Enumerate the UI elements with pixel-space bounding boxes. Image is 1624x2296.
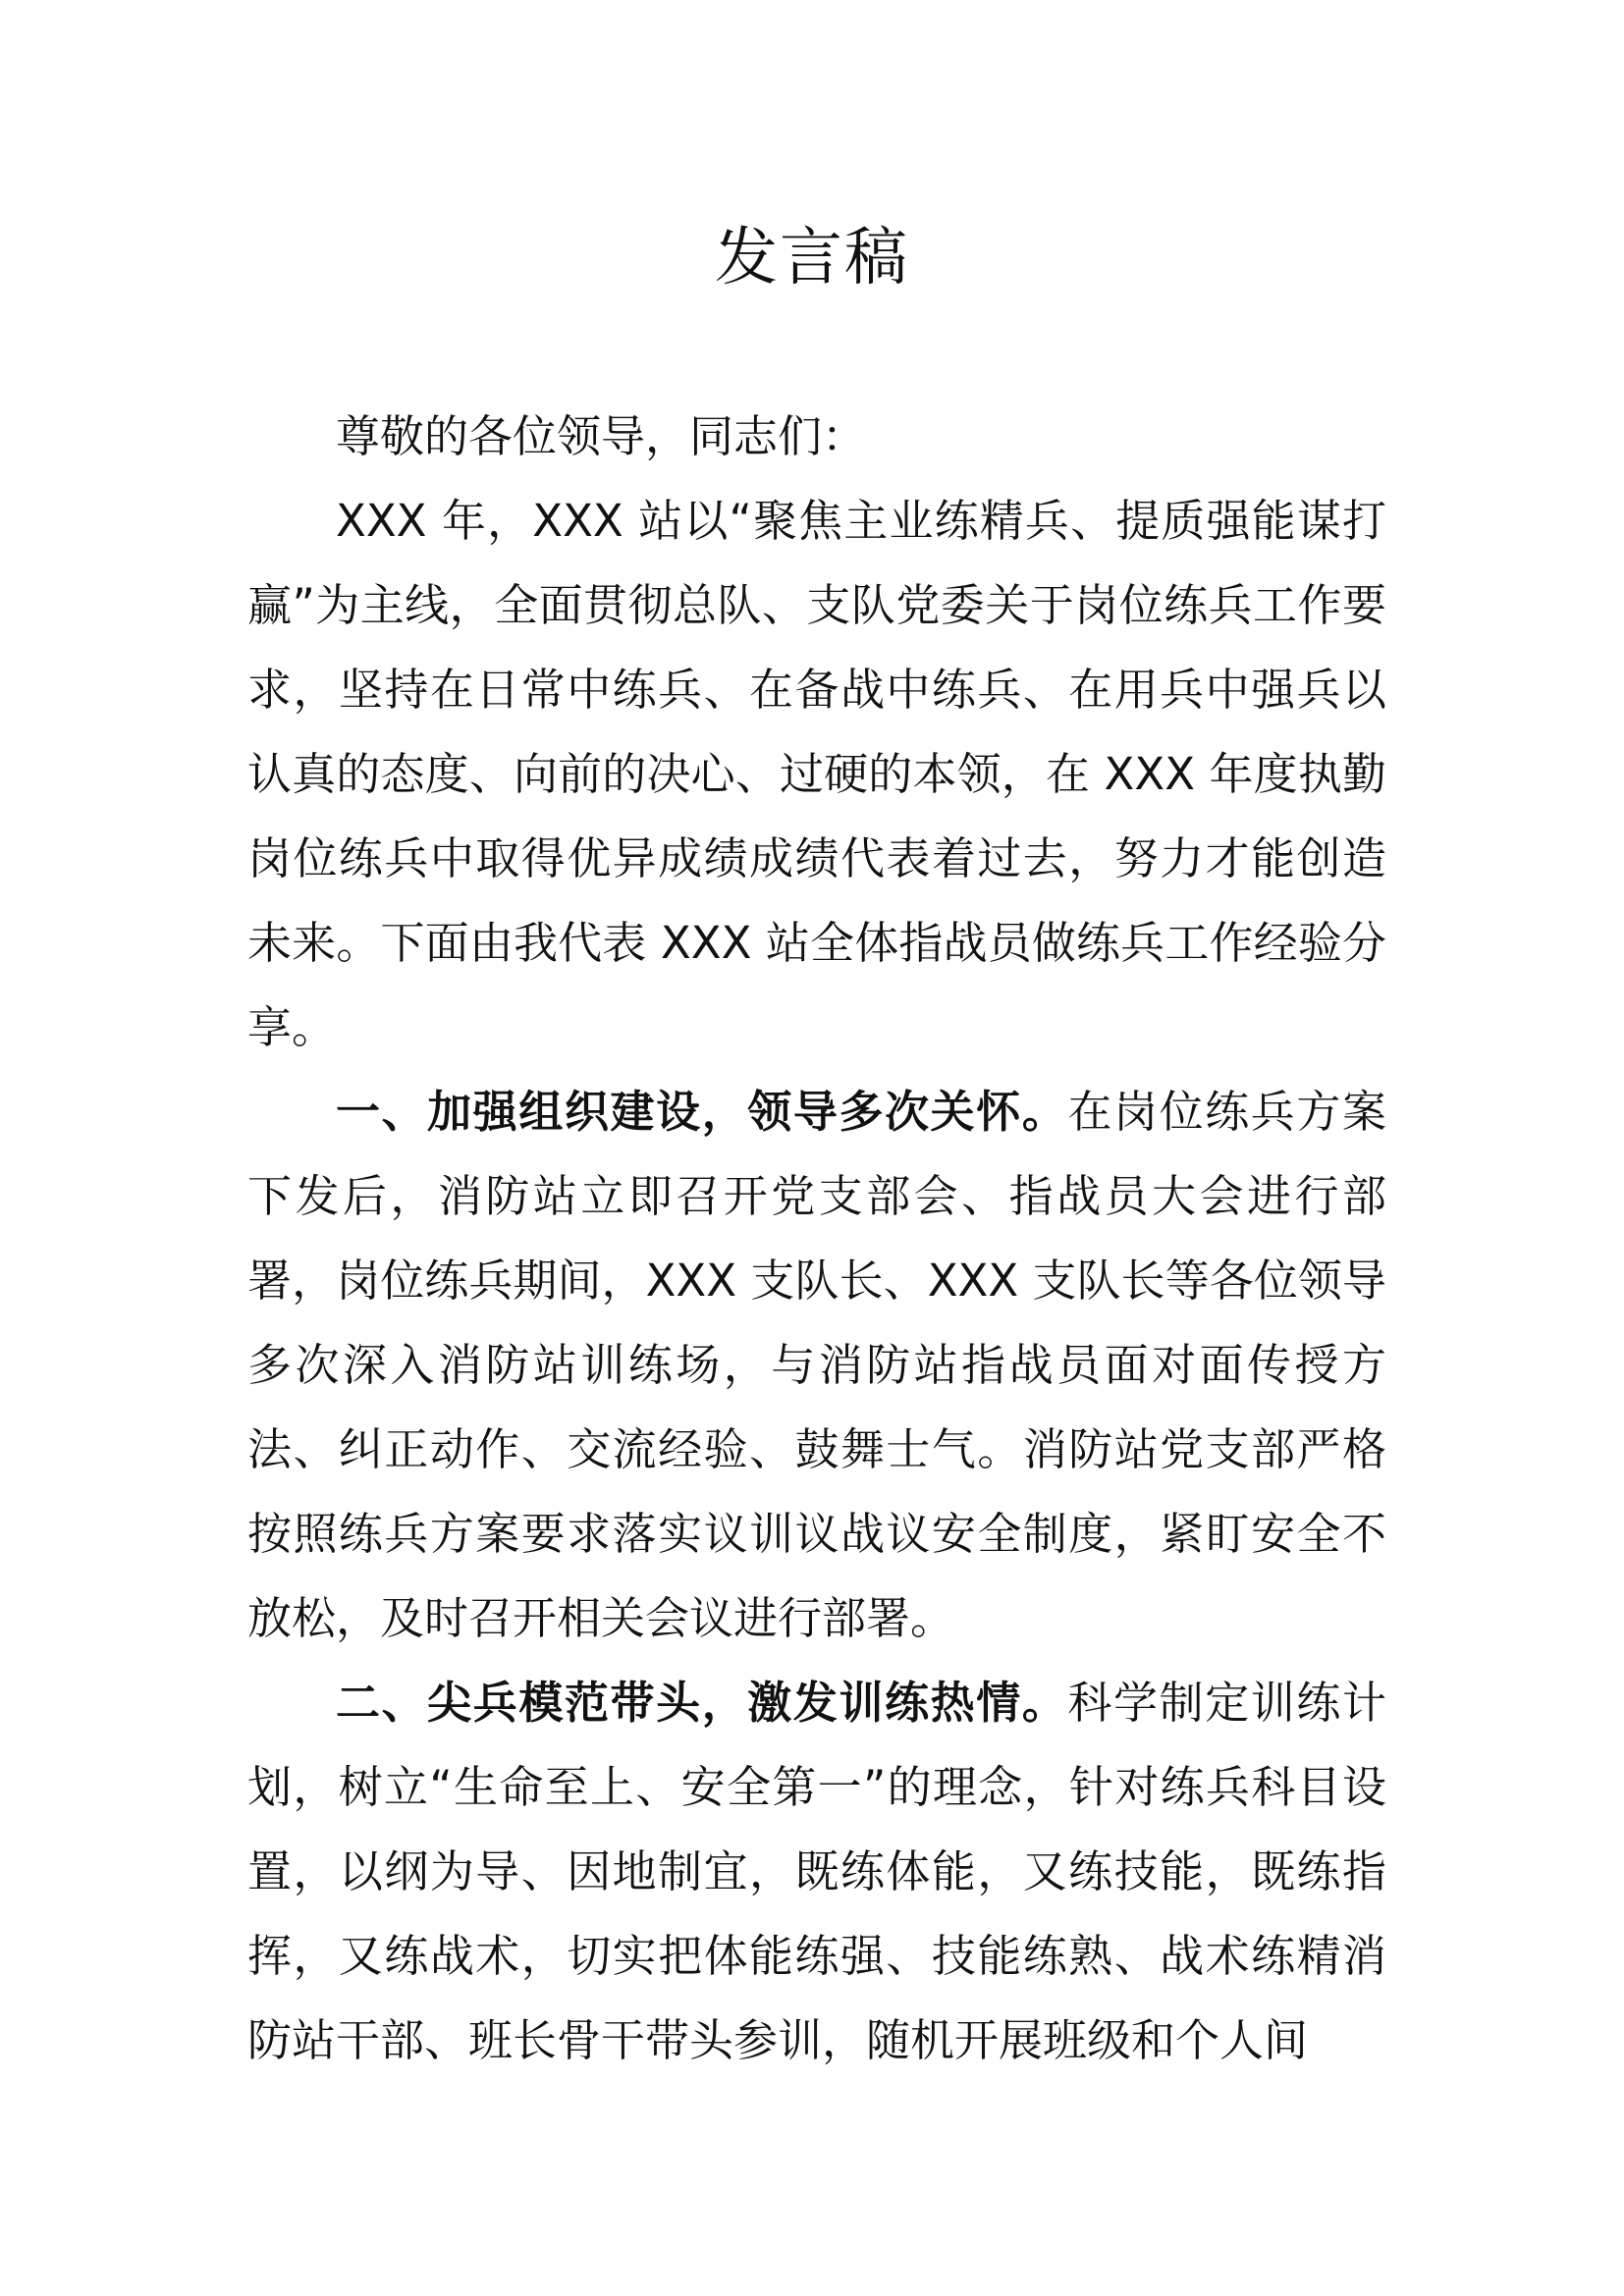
document-body	[247, 395, 1386, 2083]
section-paragraph-2	[247, 1661, 1386, 2083]
intro-paragraph: XXX 年，XXX 站以“聚焦主业练精兵、提质强能谋打赢”为主线，全面贯彻总队、支队党委关于岗位练兵工作要求，坚持在日常中练兵、在备战中练兵、在用兵中强兵以认真的态度、向前的决心、过硬的本领，在 XXX 年度执勤岗位练兵中取得优异成绩成绩代表着过去，努力才能创造未来。下面由我代表 XXX 站全体指战员做练兵工作经验分享。	[247, 495, 1386, 1053]
greeting-paragraph: 尊敬的各位领导，同志们：	[336, 410, 867, 462]
section-heading-2: 二、尖兵模范带头，激发训练热情。	[336, 1677, 1068, 1729]
section-heading-1: 一、加强组织建设，领导多次关怀。	[336, 1086, 1068, 1138]
section-paragraph-1	[247, 1070, 1386, 1661]
section-text-2: 科学制定训练计划，树立“生命至上、安全第一”的理念，针对练兵科目设置，以纲为导、因地制宜，既练体能，又练技能，既练指挥，又练战术，切实把体能练强、技能练熟、战术练精消防站干部、班长骨干带头参训，随机开展班级和个人间	[247, 1677, 1386, 2066]
section-text-1: 在岗位练兵方案下发后，消防站立即召开党支部会、指战员大会进行部署，岗位练兵期间，XXX 支队长、XXX 支队长等各位领导多次深入消防站训练场，与消防站指战员面对面传授方法、纠正动作、交流经验、鼓舞士气。消防站党支部严格按照练兵方案要求落实议训议战议安全制度，紧盯安全不放松，及时召开相关会议进行部署。	[247, 1086, 1386, 1644]
document-title: 发言稿	[715, 222, 909, 294]
